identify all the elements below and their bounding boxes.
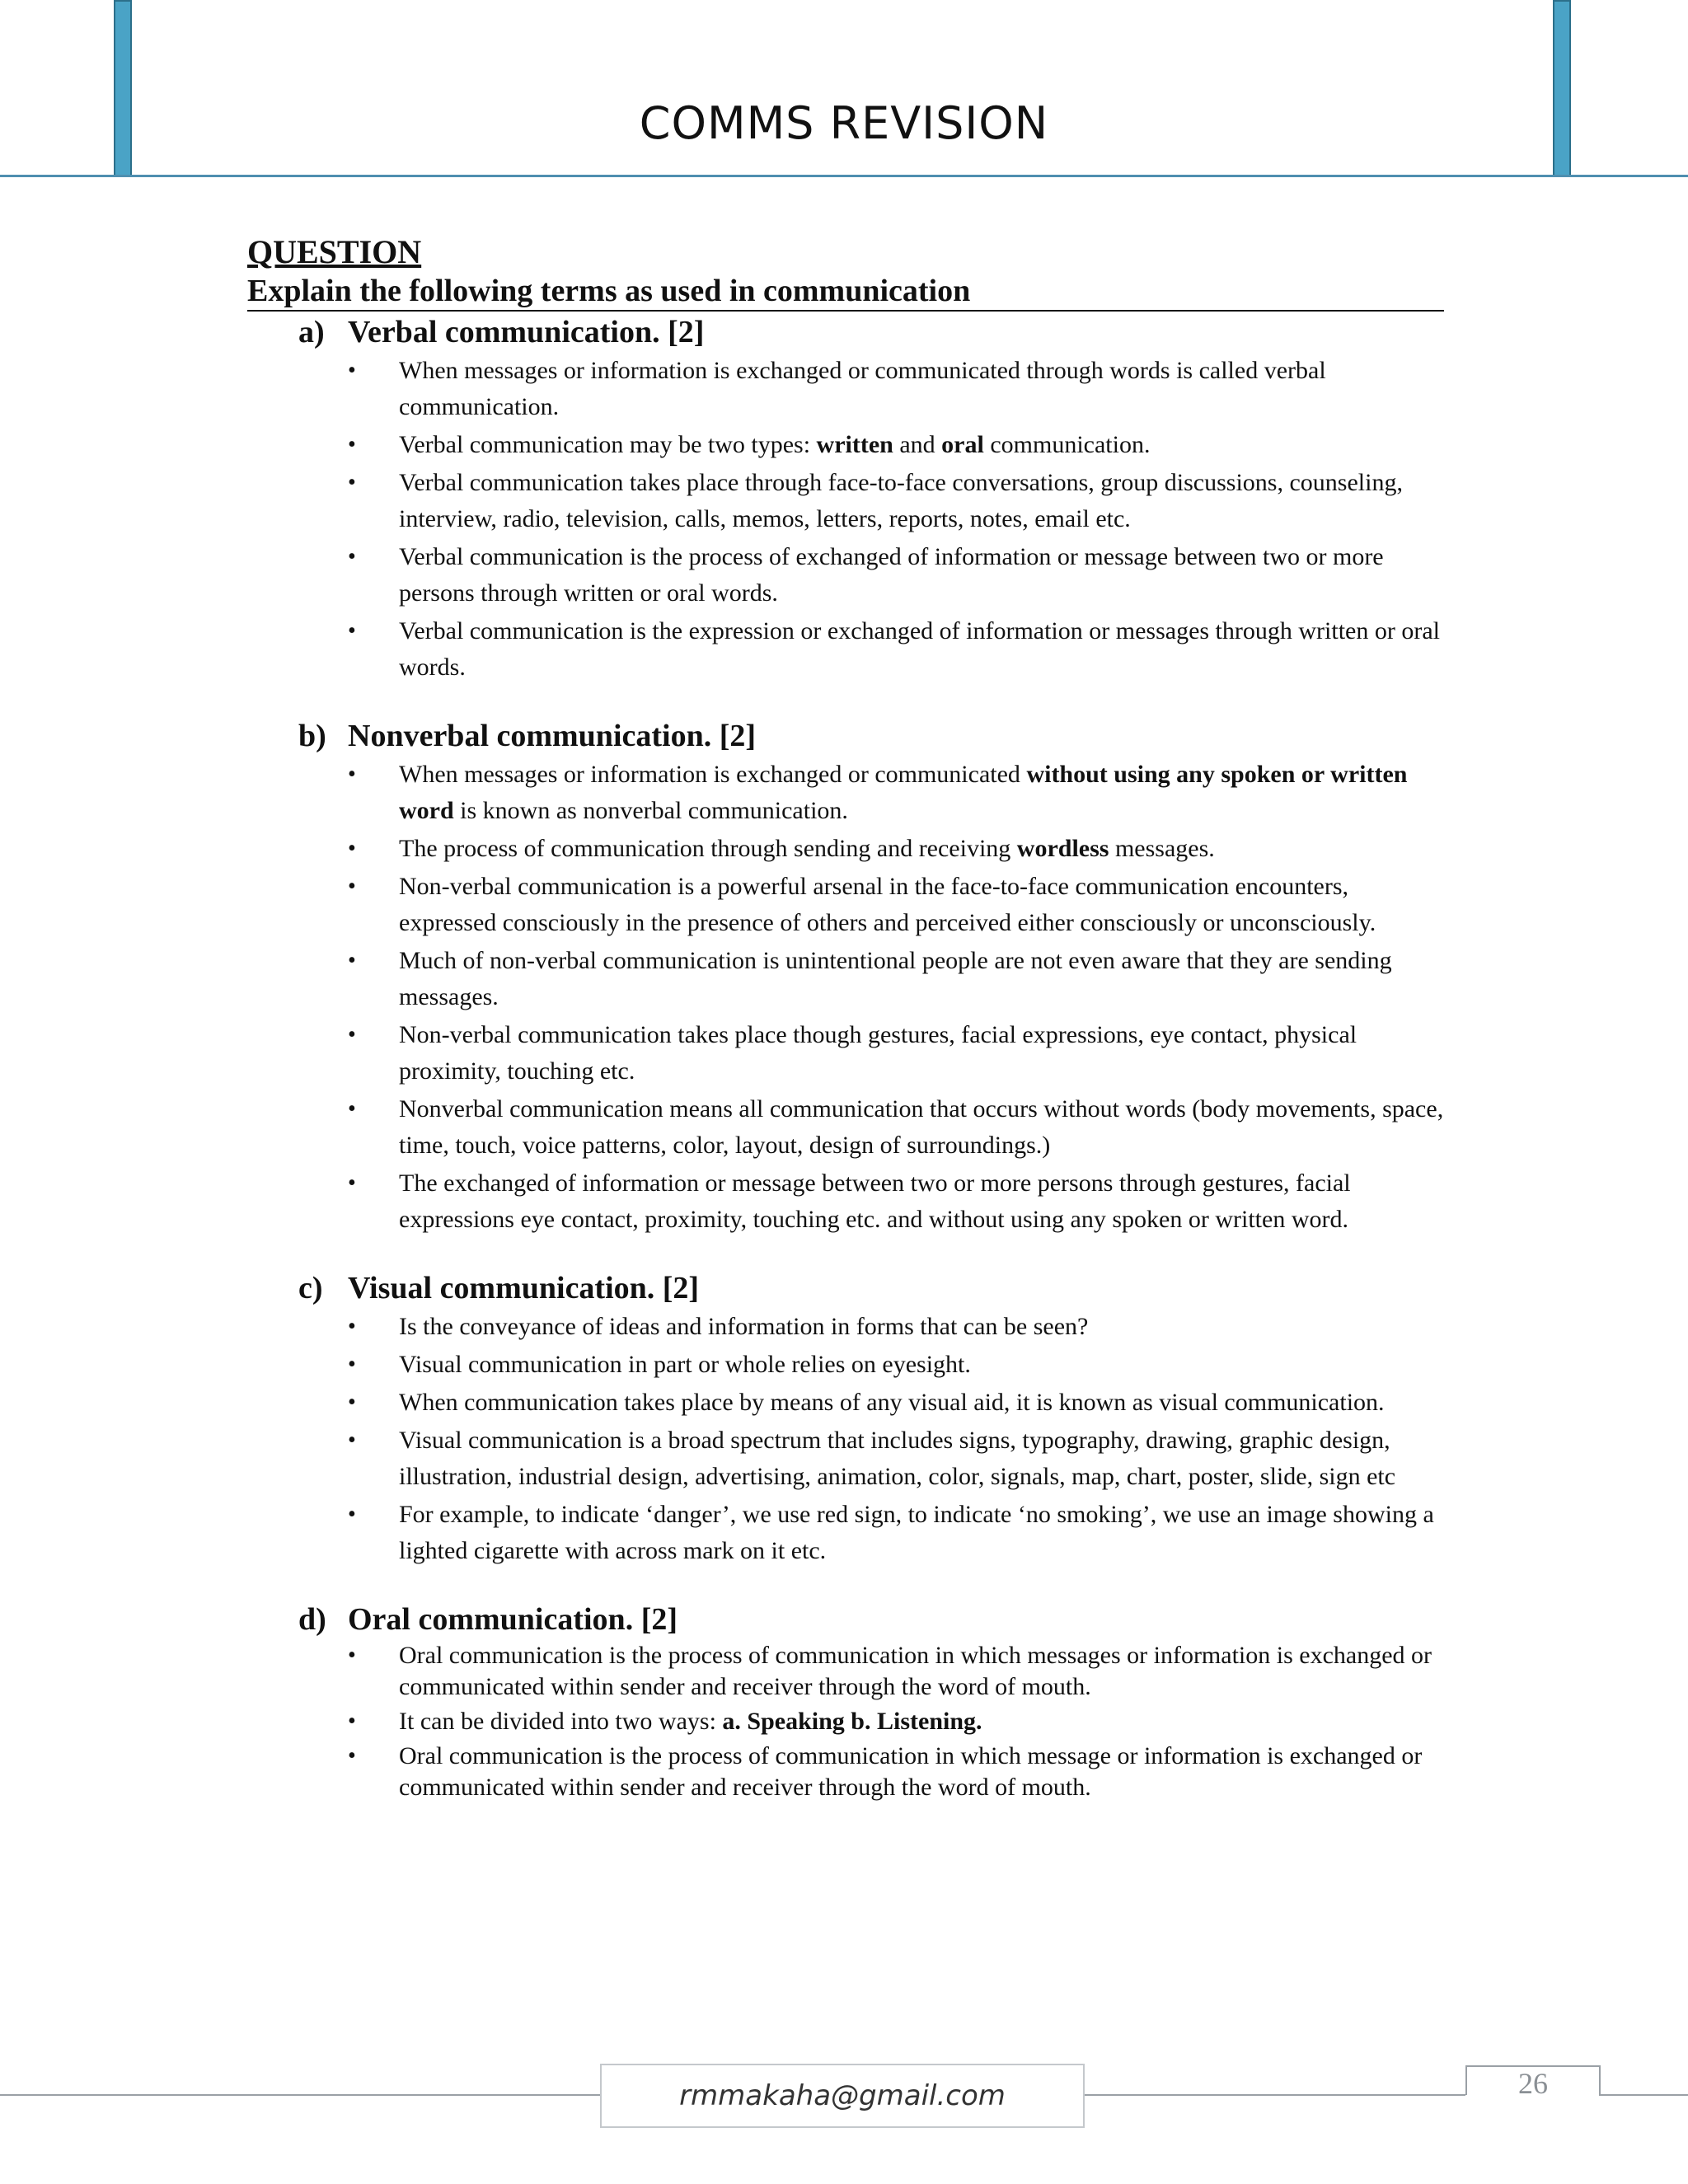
bullet-icon: • (348, 1314, 356, 1339)
text-run: Nonverbal communication means all communication that occurs without words (body movements, space, time, touch, voice patterns, color, layout, design of surroundings.) (399, 1095, 1444, 1159)
header-rule (0, 175, 1688, 177)
text-run: The process of communication through sending and receiving (399, 835, 1017, 862)
section-title: Nonverbal communication. [2] (348, 719, 757, 753)
question-label: QUESTION (247, 233, 422, 270)
text-run: is known as nonverbal communication. (453, 797, 848, 824)
section-gap (247, 1571, 1444, 1599)
section (298, 715, 1444, 1238)
text-run: For example, to indicate ‘danger’, we use red sign, to indicate ‘no smoking’, we use an image showing a lighted cigarette with across mark on it etc. (399, 1501, 1434, 1564)
list-item (348, 1422, 1444, 1495)
list-item (348, 613, 1444, 686)
list-item (348, 353, 1444, 425)
bullet-icon: • (348, 1743, 356, 1769)
footer-email: rmmakaha@gmail.com (600, 2064, 1085, 2128)
bold-text: a. Speaking b. Listening. (722, 1708, 982, 1735)
list-item (348, 1706, 1444, 1737)
page-header-title: COMMS REVISION (639, 97, 1049, 149)
text-run: Verbal communication takes place through face-to-face conversations, group discussions, counseling, interview, radio, television, calls, memos, letters, reports, notes, email etc. (399, 469, 1403, 532)
section (298, 1599, 1444, 1803)
bullet-icon: • (348, 1427, 356, 1453)
list-item (348, 1497, 1444, 1569)
sections-container (247, 312, 1444, 1803)
section (298, 1268, 1444, 1569)
header-left-bar (114, 0, 132, 176)
bullet-icon: • (348, 1096, 356, 1122)
bullet-icon: • (348, 874, 356, 899)
text-run: Oral communication is the process of communication in which message or information is exchanged or communicated within sender and receiver through the word of mouth. (399, 1742, 1423, 1801)
list-item (348, 465, 1444, 537)
text-run: Verbal communication is the expression or exchanged of information or messages through written or oral words. (399, 617, 1440, 681)
footer-rule-left (0, 2094, 600, 2096)
bullet-icon: • (348, 544, 356, 569)
section-heading (298, 715, 1444, 757)
text-run: Is the conveyance of ideas and information in forms that can be seen? (399, 1313, 1089, 1340)
section-letter: b) (298, 719, 326, 753)
text-run: The exchanged of information or message between two or more persons through gestures, facial expressions eye contact, proximity, touching etc. and without using any spoken or written word. (399, 1169, 1351, 1233)
bullet-icon: • (348, 1170, 356, 1196)
text-run: communication. (983, 431, 1151, 458)
question-prompt: Explain the following terms as used in communication (247, 272, 1444, 312)
list-item (348, 943, 1444, 1015)
section-gap (247, 687, 1444, 715)
list-item (348, 1309, 1444, 1345)
page-number: 26 (1518, 2067, 1548, 2100)
text-run: and (893, 431, 942, 458)
text-run: Verbal communication may be two types: (399, 431, 817, 458)
footer-rule-middle (1085, 2094, 1465, 2096)
section-title: Verbal communication. [2] (348, 315, 705, 349)
section-letter: c) (298, 1271, 323, 1305)
text-run: It can be divided into two ways: (399, 1708, 723, 1735)
list-item (348, 757, 1444, 829)
footer-rule-right (1599, 2094, 1688, 2096)
bullet-icon: • (348, 948, 356, 973)
text-run: Much of non-verbal communication is unintentional people are not even aware that they are sending messages. (399, 947, 1392, 1010)
section-gap (247, 1240, 1444, 1268)
section-letter: d) (298, 1602, 326, 1637)
list-item (348, 427, 1444, 463)
text-run: Non-verbal communication is a powerful arsenal in the face-to-face communication encounters, expressed consciously in the presence of others and perceived either consciously or unconsciously. (399, 873, 1376, 936)
bullet-list (348, 757, 1444, 1238)
list-item (348, 1017, 1444, 1090)
bullet-list (348, 1309, 1444, 1569)
section-heading (298, 1599, 1444, 1640)
text-run: Visual communication is a broad spectrum that includes signs, typography, drawing, graphic design, illustration, industrial design, advertising, animation, color, signals, map, chart, poster, slide, sign etc (399, 1427, 1396, 1490)
bullet-icon: • (348, 762, 356, 787)
bold-text: without using any spoken or written word (399, 761, 1408, 824)
section-letter: a) (298, 315, 325, 349)
bullet-icon: • (348, 1390, 356, 1415)
bullet-icon: • (348, 470, 356, 495)
bullet-icon: • (348, 358, 356, 383)
text-run: When communication takes place by means of any visual aid, it is known as visual communication. (399, 1389, 1385, 1416)
list-item (348, 539, 1444, 612)
list-item (348, 1741, 1444, 1803)
bullet-icon: • (348, 836, 356, 861)
list-item (348, 1347, 1444, 1383)
list-item (348, 1385, 1444, 1421)
text-run: When messages or information is exchanged or communicated (399, 761, 1027, 788)
list-item (348, 1165, 1444, 1238)
bold-text: oral (941, 431, 984, 458)
list-item (348, 831, 1444, 867)
text-run: messages. (1109, 835, 1215, 862)
list-item (348, 1640, 1444, 1703)
section (298, 312, 1444, 686)
list-item (348, 1091, 1444, 1164)
section-title: Oral communication. [2] (348, 1602, 678, 1637)
text-run: Visual communication in part or whole relies on eyesight. (399, 1351, 971, 1378)
bullet-icon: • (348, 1502, 356, 1527)
bullet-icon: • (348, 1708, 356, 1734)
bullet-list (348, 1640, 1444, 1803)
bullet-icon: • (348, 618, 356, 644)
bullet-icon: • (348, 1352, 356, 1377)
bullet-icon: • (348, 432, 356, 457)
bullet-icon: • (348, 1022, 356, 1047)
list-item (348, 869, 1444, 941)
bold-text: wordless (1016, 835, 1109, 862)
text-run: When messages or information is exchanged or communicated through words is called verbal communication. (399, 357, 1326, 420)
document-body (247, 232, 1444, 1807)
bold-text: written (816, 431, 893, 458)
header-right-bar (1553, 0, 1571, 176)
bullet-list (348, 353, 1444, 686)
section-heading (298, 1268, 1444, 1309)
bullet-icon: • (348, 1643, 356, 1668)
text-run: Non-verbal communication takes place though gestures, facial expressions, eye contact, physical proximity, touching etc. (399, 1021, 1357, 1085)
text-run: Oral communication is the process of communication in which messages or information is exchanged or communicated within sender and receiver through the word of mouth. (399, 1642, 1432, 1700)
section-heading (298, 312, 1444, 353)
section-title: Visual communication. [2] (348, 1271, 700, 1305)
text-run: Verbal communication is the process of exchanged of information or message between two or more persons through written or oral words. (399, 543, 1384, 607)
